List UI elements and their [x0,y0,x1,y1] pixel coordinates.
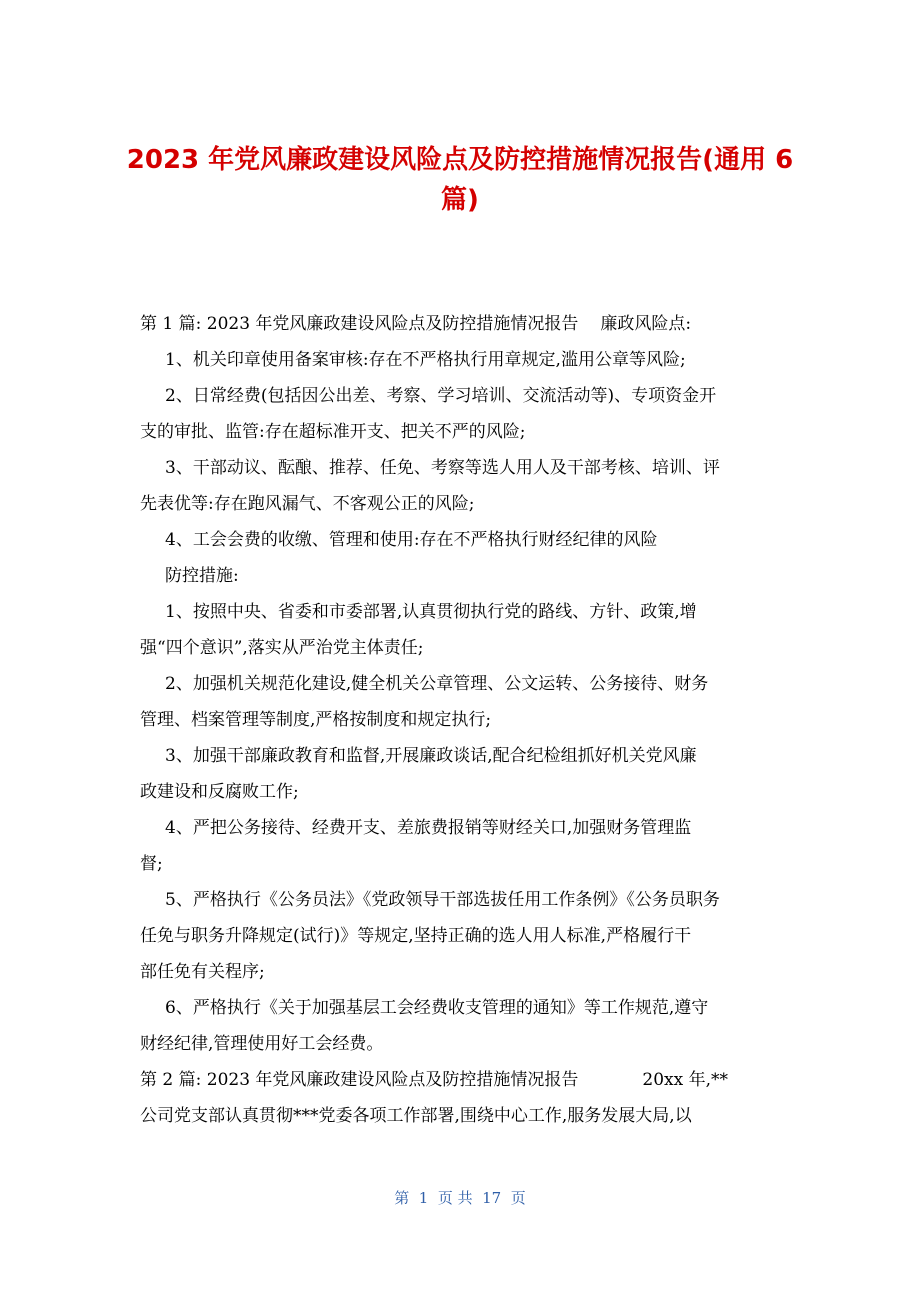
paragraph-line: 管理、档案管理等制度,严格按制度和规定执行; [140,710,492,730]
paragraph-line: 财经纪律,管理使用好工会经费。 [140,1034,384,1054]
paragraph-line: 6、严格执行《关于加强基层工会经费收支管理的通知》等工作规范,遵守 [165,998,709,1018]
paragraph-line: 4、工会会费的收缴、管理和使用:存在不严格执行财经纪律的风险 [165,530,658,550]
title-line-1: 2023 年党风廉政建设风险点及防控措施情况报告(通用 6 [126,145,794,175]
section-1-heading-line [140,314,691,334]
paragraph-line: 部任免有关程序; [140,962,265,982]
title-line-2: 篇) [441,185,479,215]
paragraph-line: 3、干部动议、酝酿、推荐、任免、考察等选人用人及干部考核、培训、评 [165,458,720,478]
paragraph-line: 1、按照中央、省委和市委部署,认真贯彻执行党的路线、方针、政策,增 [165,602,697,622]
paragraph-line: 督; [140,854,163,874]
control-measures-label: 防控措施: [165,566,239,586]
paragraph-line: 3、加强干部廉政教育和监督,开展廉政谈话,配合纪检组抓好机关党风廉 [165,746,697,766]
paragraph-line: 先表优等:存在跑风漏气、不客观公正的风险; [140,494,475,514]
document-title [100,140,820,220]
paragraph-line: 强“四个意识”,落实从严治党主体责任; [140,638,424,658]
paragraph-line: 公司党支部认真贯彻***党委各项工作部署,围绕中心工作,服务发展大局,以 [140,1106,692,1126]
paragraph-line: 1、机关印章使用备案审核:存在不严格执行用章规定,滥用公章等风险; [165,350,686,370]
section-2-intro-start: 20xx 年,** [642,1070,729,1090]
paragraph-line: 政建设和反腐败工作; [140,782,299,802]
page-footer: 第 1 页 共 17 页 [394,1189,526,1207]
paragraph-line: 任免与职务升降规定(试行)》等规定,坚持正确的选人用人标准,严格履行干 [140,926,692,946]
paragraph-line: 支的审批、监管:存在超标准开支、把关不严的风险; [140,422,526,442]
paragraph-line: 2、加强机关规范化建设,健全机关公章管理、公文运转、公务接待、财务 [165,674,709,694]
paragraph-line: 4、严把公务接待、经费开支、差旅费报销等财经关口,加强财务管理监 [165,818,692,838]
section-1-heading: 第 1 篇: 2023 年党风廉政建设风险点及防控措施情况报告 [140,314,579,334]
risk-points-label: 廉政风险点: [600,314,692,334]
paragraph-line: 2、日常经费(包括因公出差、考察、学习培训、交流活动等)、专项资金开 [165,386,717,406]
section-2-heading-line [140,1070,728,1090]
section-2-heading: 第 2 篇: 2023 年党风廉政建设风险点及防控措施情况报告 [140,1070,579,1090]
paragraph-line: 5、严格执行《公务员法》《党政领导干部选拔任用工作条例》《公务员职务 [165,890,720,910]
